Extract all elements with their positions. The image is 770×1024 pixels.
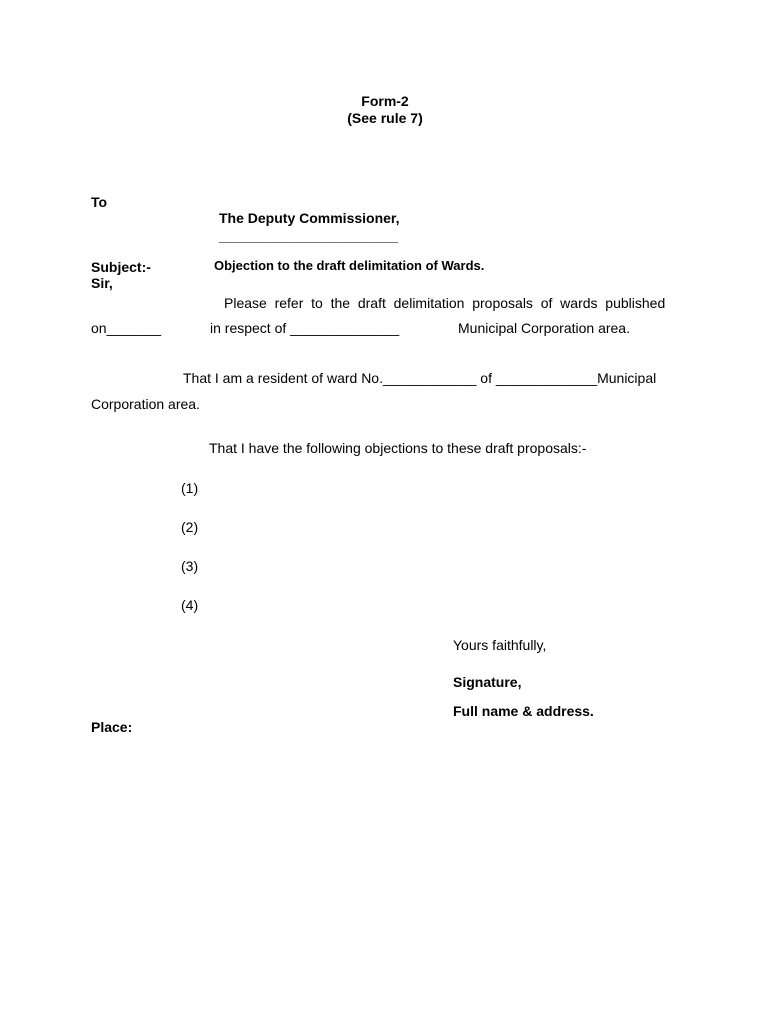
subject-text: Objection to the draft delimitation of Wards.	[214, 258, 485, 273]
recipient-title: The Deputy Commissioner,	[219, 210, 400, 226]
full-name-address-label: Full name & address.	[453, 703, 594, 719]
paragraph1-line1: Please refer to the draft delimitation proposals of wards published	[224, 295, 666, 311]
in-respect-of-blank: in respect of ______________	[210, 320, 400, 336]
objection-item: (2)	[181, 519, 199, 535]
objections-intro: That I have the following objections to these draft proposals:-	[209, 440, 587, 456]
ward-resident-line: That I am a resident of ward No.____________ of _____________Municipal	[183, 370, 657, 386]
recipient-blank: _______________________	[219, 228, 399, 244]
salutation: Sir,	[91, 275, 113, 291]
yours-faithfully: Yours faithfully,	[453, 637, 547, 653]
form-title: Form-2	[361, 93, 409, 109]
municipal-corporation-area: Municipal Corporation area.	[458, 320, 630, 336]
rule-reference: (See rule 7)	[347, 110, 423, 126]
place-label: Place:	[91, 719, 133, 735]
subject-label: Subject:-	[91, 259, 151, 275]
objection-item: (4)	[181, 597, 199, 613]
objection-item: (1)	[181, 480, 199, 496]
ward-resident-line2: Corporation area.	[91, 396, 200, 412]
published-on-blank: on_______	[91, 320, 162, 336]
objection-item: (3)	[181, 558, 199, 574]
signature-label: Signature,	[453, 674, 522, 690]
to-label: To	[91, 194, 108, 210]
